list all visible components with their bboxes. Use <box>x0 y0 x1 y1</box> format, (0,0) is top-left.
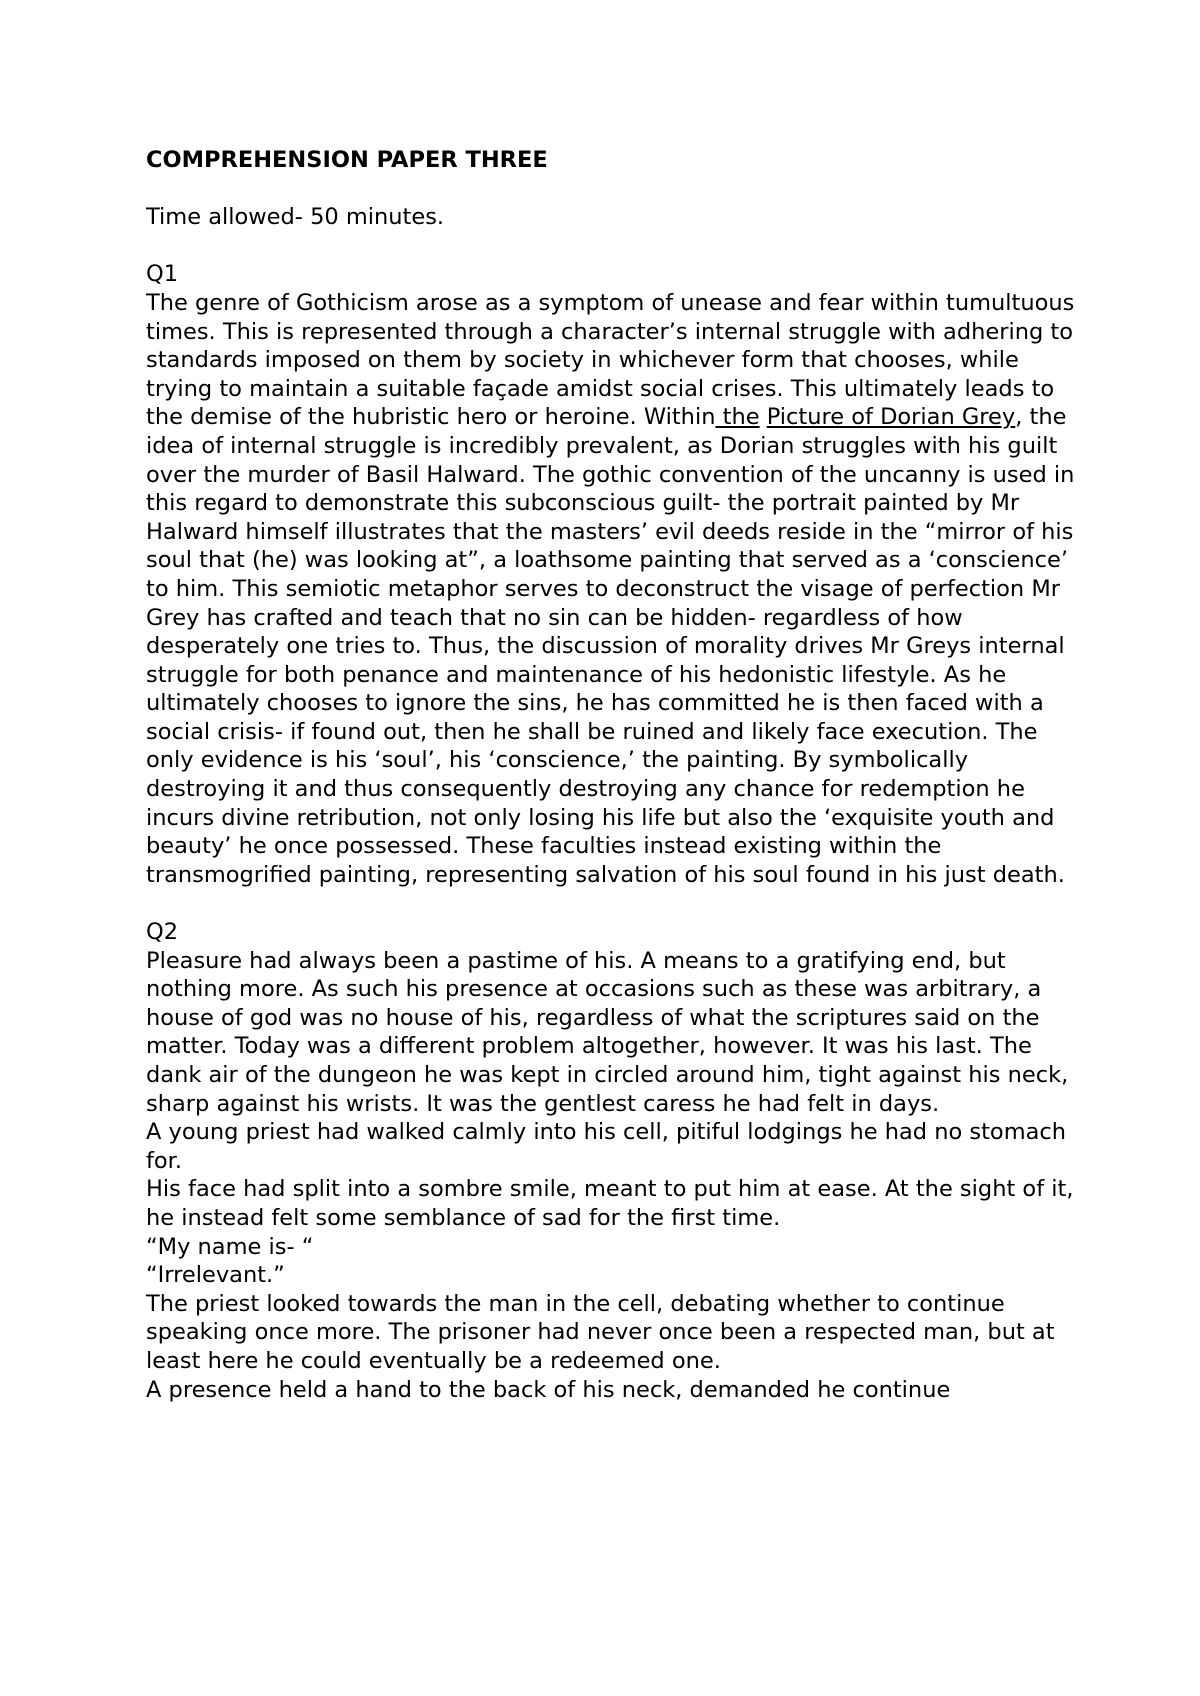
q2-paragraph-4: “My name is- “ <box>146 1233 314 1260</box>
q2-paragraph-3: His face had split into a sombre smile, meant to put him at ease. At the sight of it, he instead felt some semblance of sad for the first time. <box>146 1176 1074 1231</box>
question-1-label: Q1 <box>146 261 179 288</box>
q1-space <box>760 404 767 430</box>
document-title: COMPREHENSION PAPER THREE <box>146 147 548 173</box>
q1-underlined-the: the <box>715 404 760 431</box>
q1-text-after: , the idea of internal struggle is incredibly prevalent, as Dorian struggles with his guilt over the murder of Basil Halward. The gothic convention of the uncanny is used in this regard to demonstrate this subconscious guilt- the portrait painted by Mr Halward himself illustrates that the masters’ evil deeds reside in the “mirror of his soul that (he) was looking at”, a loathsome painting that served as a ‘conscience’ to him. This semiotic metaphor serves to deconstruct the visage of perfection Mr Grey has crafted and teach that no sin can be hidden- regardless of how desperately one tries to. Thus, the discussion of morality drives Mr Greys internal struggle for both penance and maintenance of his hedonistic lifestyle. As he ultimately chooses to ignore the sins, he has committed he is then faced with a social crisis- if found out, then he shall be ruined and likely face execution. The only evidence is his ‘soul’, his ‘conscience,’ the painting. By symbolically destroying it and thus consequently destroying any chance for redemption he incurs divine retribution, not only losing his life but also the ‘exquisite youth and beauty’ he once possessed. These faculties instead existing within the transmogrified painting, representing salvation of his soul found in his just death. <box>146 404 1075 888</box>
q2-paragraph-6: The priest looked towards the man in the cell, debating whether to continue speaking once more. The prisoner had never once been a respected man, but at least here he could eventually be a redeemed one. <box>146 1290 1055 1374</box>
q2-paragraph-1: Pleasure had always been a pastime of his. A means to a gratifying end, but nothing more. As such his presence at occasions such as these was arbitrary, a house of god was no house of his, regardless of what the scriptures said on the matter. Today was a different problem altogether, however. It was his last. The dank air of the dungeon he was kept in circled around him, tight against his neck, sharp against his wrists. It was the gentlest caress he had felt in days. <box>146 947 1069 1117</box>
time-allowed: Time allowed- 50 minutes. <box>146 204 445 231</box>
q2-paragraph-7: A presence held a hand to the back of his neck, demanded he continue <box>146 1376 951 1403</box>
document-body <box>146 146 1076 1404</box>
q2-paragraph-5: “Irrelevant.” <box>146 1262 285 1289</box>
paragraph-gap <box>146 889 1076 918</box>
q1-text-before: The genre of Gothicism arose as a symptom of unease and fear within tumultuous times. This is represented through a character’s internal struggle with adhering to standards imposed on them by society in whichever form that chooses, while trying to maintain a suitable façade amidst social crises. This ultimately leads to the demise of the hubristic hero or heroine. Within <box>146 289 1075 431</box>
q1-book-title: Picture of Dorian Grey <box>766 404 1016 431</box>
q2-paragraph-2: A young priest had walked calmly into his cell, pitiful lodgings he had no stomach for. <box>146 1119 1067 1174</box>
question-2-label: Q2 <box>146 919 179 946</box>
question-1-answer <box>146 289 1076 889</box>
